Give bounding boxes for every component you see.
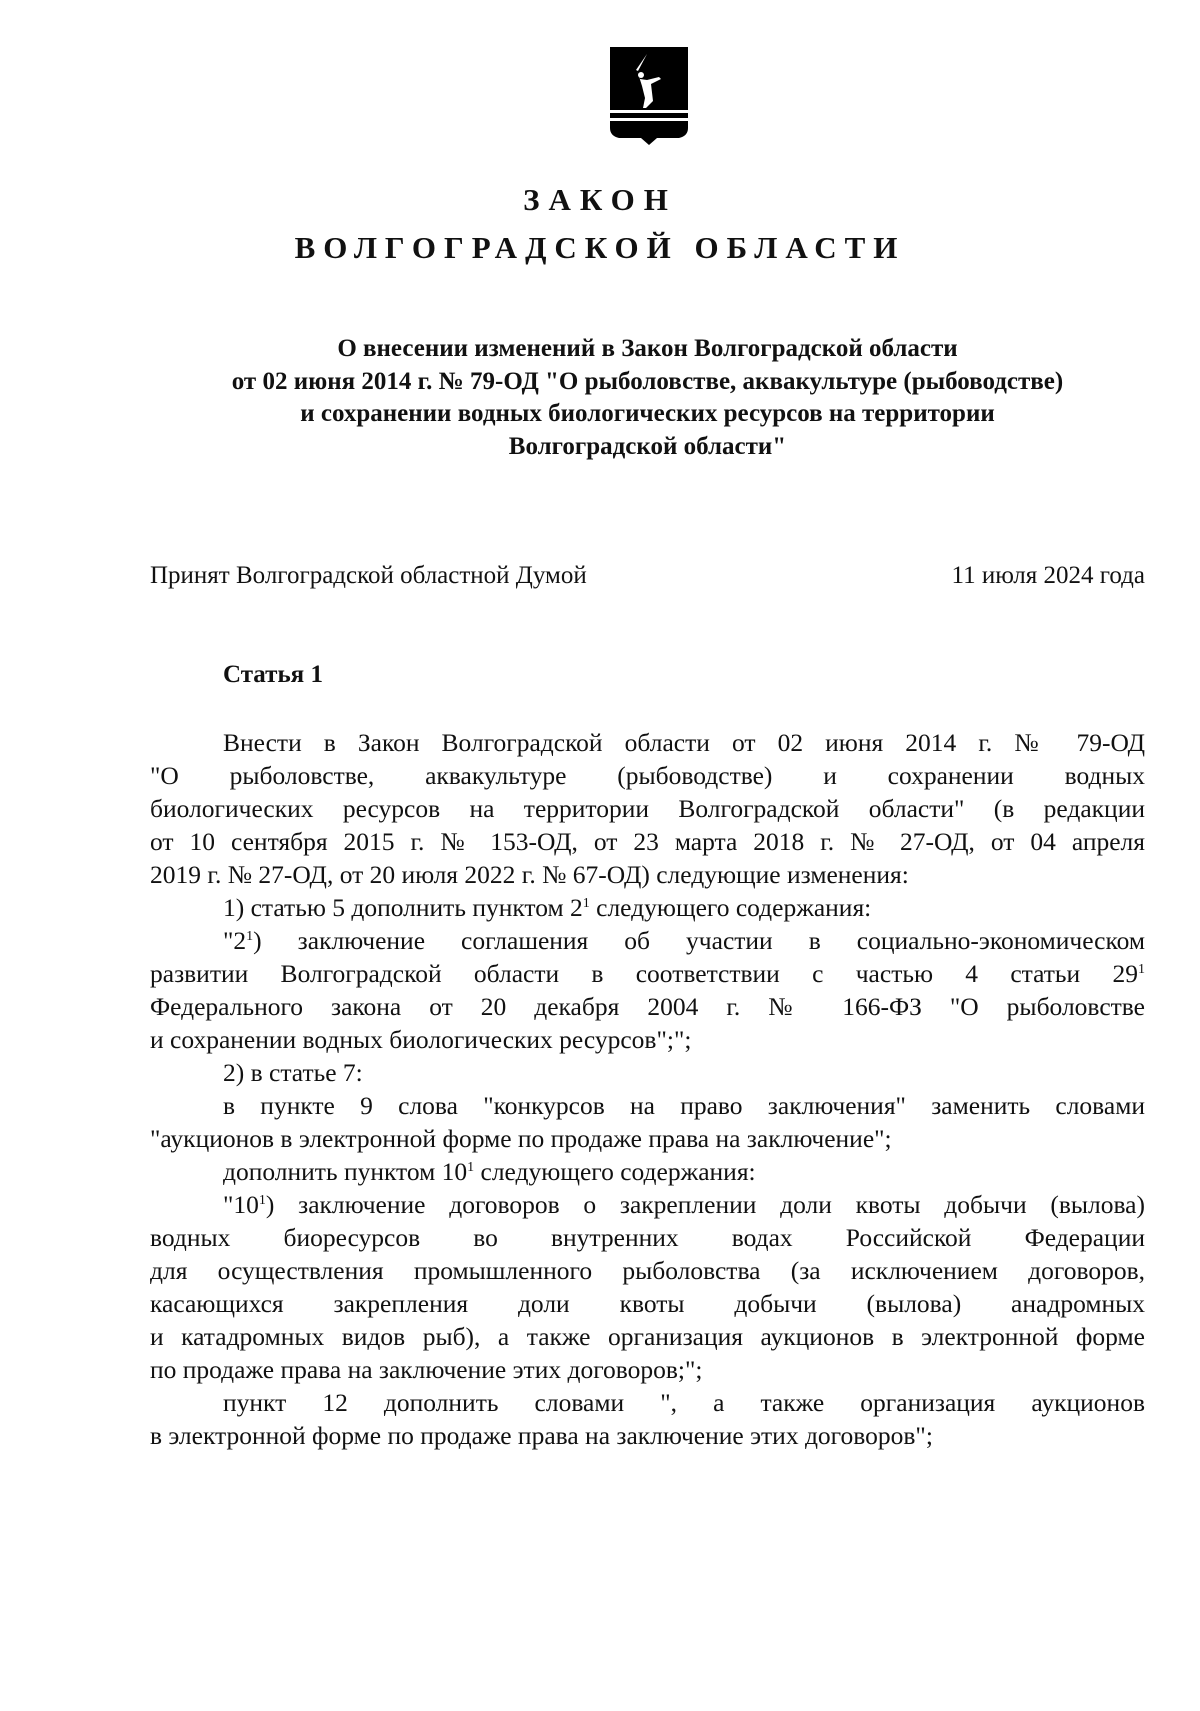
text-line [150,1122,1145,1155]
text-segment: для осуществления промышленного рыболовства (за исключением договоров, [150,1256,1145,1285]
document-type-heading: ЗАКОН [523,182,677,217]
title-line: Волгоградской области" [508,432,787,460]
text-line [150,1221,1145,1254]
text-segment: пункт 12 дополнить словами ", а также организация аукционов [223,1388,1145,1417]
title-line: от 02 июня 2014 г. № 79-ОД "О рыболовстве, аквакультуре (рыбоводстве) [231,367,1064,395]
text-segment: следующего содержания: [474,1157,756,1186]
text-segment: от 10 сентября 2015 г. № 153-ОД, от 23 марта 2018 г. № 27-ОД, от 04 апреля [150,827,1145,856]
article-heading: Статья 1 [223,661,323,688]
adopted-by: Принят Волгоградской областной Думой [150,562,587,589]
text-segment: "О рыболовстве, аквакультуре (рыбоводстве) и сохранении водных [150,761,1145,790]
text-segment: дополнить пунктом 10 [223,1157,468,1186]
text-line [150,858,1145,891]
text-line [150,1386,1145,1419]
article-body [150,726,1145,1452]
text-line [150,759,1145,792]
text-line [150,1254,1145,1287]
text-segment: 2019 г. № 27-ОД, от 20 июля 2022 г. № 67-ОД) следующие изменения: [150,860,909,889]
text-segment: "2 [223,926,247,955]
text-line [150,1287,1145,1320]
text-segment: в электронной форме по продаже права на заключение этих договоров"; [150,1421,933,1450]
text-segment: Внести в Закон Волгоградской области от 02 июня 2014 г. № 79-ОД [223,728,1145,757]
text-line [150,792,1145,825]
superscript: 1 [582,896,590,911]
text-segment: "аукционов в электронной форме по продаже права на заключение"; [150,1124,892,1153]
text-segment: Федерального закона от 20 декабря 2004 г. № 166-ФЗ "О рыболовстве [150,992,1145,1021]
text-segment: и катадромных видов рыб), а также организация аукционов в электронной форме [150,1322,1145,1351]
text-segment: ) заключение соглашения об участии в социально-экономическом [253,926,1145,955]
text-line [150,924,1145,957]
superscript: 1 [1138,962,1145,977]
text-line [150,1023,1145,1056]
text-line [150,1320,1145,1353]
text-segment: и сохранении водных биологических ресурсов";"; [150,1025,692,1054]
text-line [150,1089,1145,1122]
text-line [150,891,1145,924]
adoption-date: 11 июля 2024 года [951,562,1145,589]
text-line [150,990,1145,1023]
text-segment: ) заключение договоров о закреплении доли квоты добычи (вылова) [265,1190,1145,1219]
text-line [150,1353,1145,1386]
superscript: 1 [467,1160,475,1175]
text-segment: развитии Волгоградской области в соответствии с частью 4 статьи 29 [150,959,1138,988]
title-line: и сохранении водных биологических ресурсов на территории [300,400,995,427]
text-line [150,1419,1145,1452]
superscript: 1 [246,929,254,944]
text-segment: водных биоресурсов во внутренних водах Российской Федерации [150,1223,1145,1252]
text-line [150,726,1145,759]
text-segment: 1) статью 5 дополнить пунктом 2 [223,893,583,922]
text-line [150,825,1145,858]
text-segment: биологических ресурсов на территории Волгоградской области" (в редакции [150,794,1145,823]
text-line [150,957,1145,990]
law-title [150,333,1145,463]
text-segment: 2) в статье 7: [223,1058,363,1087]
region-heading: ВОЛГОГРАДСКОЙ ОБЛАСТИ [294,230,906,265]
text-segment: в пункте 9 слова "конкурсов на право заключения" заменить словами [223,1091,1145,1120]
text-segment: следующего содержания: [589,893,872,922]
text-line [150,1188,1145,1221]
text-line [150,1056,1145,1089]
text-segment: "10 [223,1190,259,1219]
text-segment: по продаже права на заключение этих договоров;"; [150,1355,703,1384]
title-line: О внесении изменений в Закон Волгоградской области [337,335,958,362]
superscript: 1 [258,1193,266,1208]
text-line [150,1155,1145,1188]
coat-of-arms-emblem [609,46,689,146]
adoption-line [150,562,1145,590]
text-segment: касающихся закрепления доли квоты добычи (вылова) анадромных [150,1289,1145,1318]
